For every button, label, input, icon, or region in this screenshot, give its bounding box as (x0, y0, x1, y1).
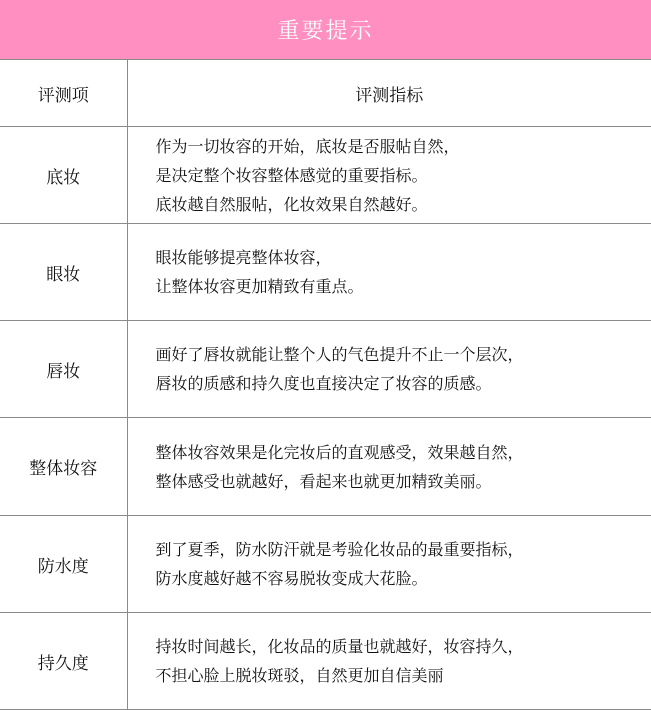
description-line: 防水度越好越不容易脱妆变成大花脸。 (155, 569, 428, 588)
row-description (127, 516, 651, 613)
row-description (127, 613, 651, 710)
description-line: 持妆时间越长，化妆品的质量也就越好，妆容持久， (155, 637, 524, 656)
description-line: 整体感受也就越好，看起来也就更加精致美丽。 (155, 471, 492, 491)
description-line: 整体妆容效果是化完妆后的直观感受，效果越自然， (155, 442, 524, 462)
row-description (127, 418, 651, 516)
description-line: 不担心脸上脱妆斑驳，自然更加自信美丽 (155, 666, 444, 685)
row-description (127, 321, 651, 418)
table-row (0, 224, 651, 321)
row-description (127, 127, 651, 224)
description-line: 唇妆的质感和持久度也直接决定了妆容的质感。 (155, 374, 492, 393)
description-line: 底妆越自然服帖，化妆效果自然越好。 (155, 194, 428, 214)
description-line: 是决定整个妆容整体感觉的重要指标。 (155, 165, 428, 185)
description-line: 眼妆能够提亮整体妆容， (155, 248, 332, 267)
row-description (127, 224, 651, 321)
row-item-label: 唇妆 (0, 321, 127, 418)
column-header-item: 评测项 (0, 60, 127, 127)
description-line: 作为一切妆容的开始，底妆是否服帖自然， (155, 136, 460, 156)
description-line: 到了夏季，防水防汗就是考验化妆品的最重要指标， (155, 540, 524, 559)
row-item-label: 眼妆 (0, 224, 127, 321)
table-header-row (0, 60, 651, 127)
page-title: 重要提示 (277, 19, 374, 44)
table-row (0, 613, 651, 710)
row-item-label: 持久度 (0, 613, 127, 710)
row-item-label: 底妆 (0, 127, 127, 224)
description-line: 让整体妆容更加精致有重点。 (155, 277, 364, 296)
evaluation-table (0, 59, 651, 710)
row-item-label: 整体妆容 (0, 418, 127, 516)
row-item-label: 防水度 (0, 516, 127, 613)
column-header-index: 评测指标 (127, 60, 651, 127)
table-row (0, 127, 651, 224)
table-row (0, 321, 651, 418)
table-row (0, 418, 651, 516)
table-row (0, 516, 651, 613)
description-line: 画好了唇妆就能让整个人的气色提升不止一个层次， (155, 345, 524, 364)
page-header (0, 0, 651, 59)
